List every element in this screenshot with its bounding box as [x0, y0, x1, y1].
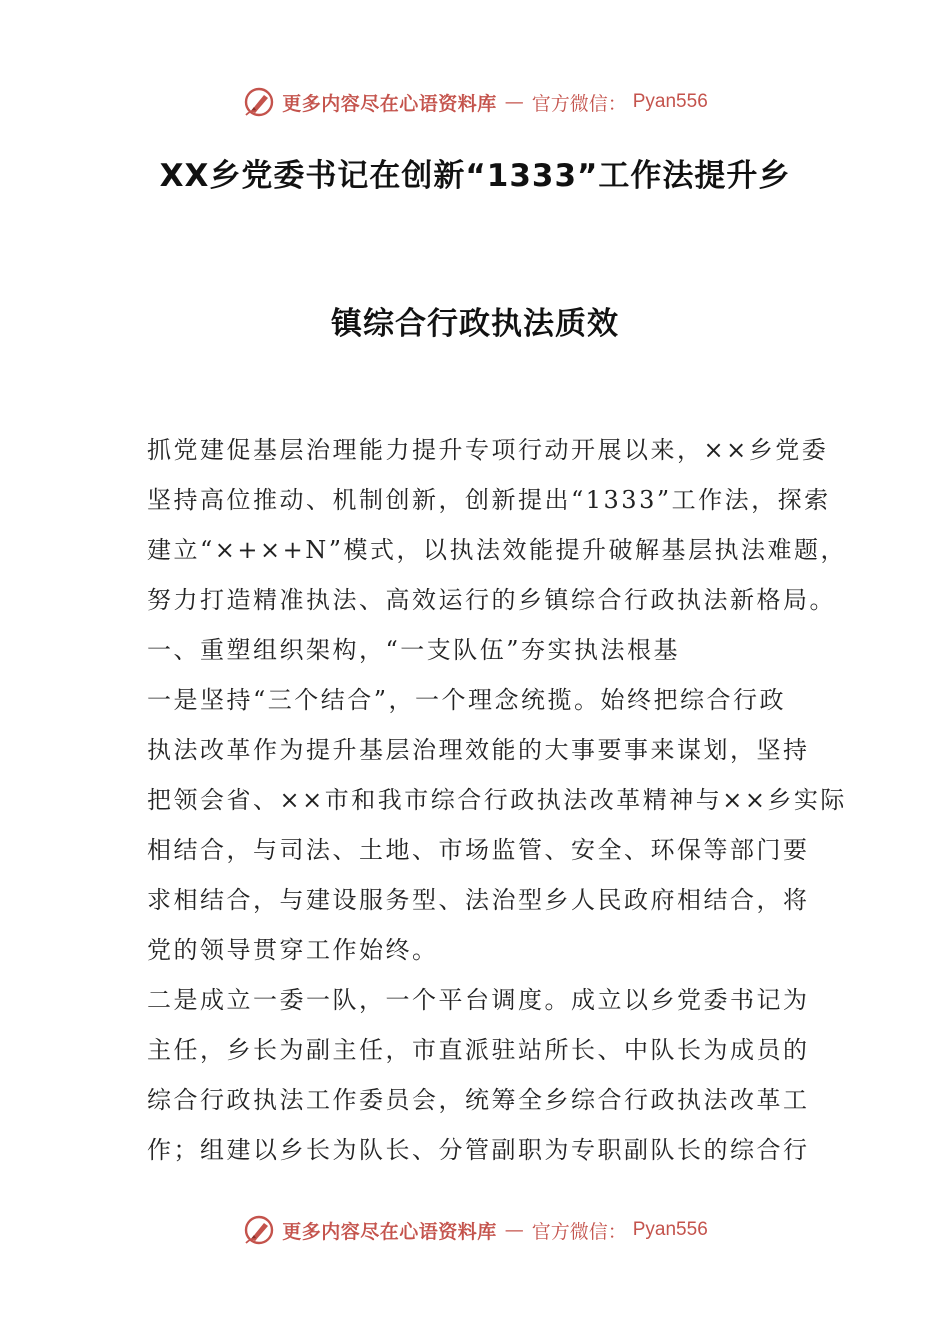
watermark-content: [242, 1213, 708, 1247]
watermark-text: 更多内容尽在心语资料库: [282, 92, 497, 115]
body-line: 综合行政执法工作委员会，统筹全乡综合行政执法改革工: [147, 1086, 810, 1114]
document-title-line-2: 镇综合行政执法质效: [331, 306, 619, 342]
watermark-content: [242, 85, 708, 119]
watermark-id: Pyan556: [632, 1219, 708, 1240]
body-line: 求相结合，与建设服务型、法治型乡人民政府相结合，将: [147, 886, 810, 914]
body-line: 一是坚持“三个结合”，一个理念统揽。始终把综合行政: [147, 686, 787, 714]
body-line: 建立“×+×+N”模式，以执法效能提升破解基层执法难题，: [147, 536, 847, 564]
section-heading: 一、重塑组织架构，“一支队伍”夯实执法根基: [147, 636, 681, 664]
watermark-separator: —: [504, 1219, 524, 1241]
document-body: [147, 425, 847, 1175]
document-title-line-1: XX乡党委书记在创新“1333”工作法提升乡: [159, 158, 791, 194]
watermark-footer: [0, 1210, 950, 1250]
watermark-label: 官方微信：: [531, 92, 627, 115]
watermark-label: 官方微信：: [531, 1220, 627, 1243]
pen-nib-circle-logo-icon: [242, 1213, 276, 1247]
watermark-text: 更多内容尽在心语资料库: [282, 1220, 497, 1243]
body-line: 主任，乡长为副主任，市直派驻站所长、中队长为成员的: [147, 1036, 810, 1064]
watermark-header: [0, 82, 950, 122]
body-line: 作；组建以乡长为队长、分管副职为专职副队长的综合行: [147, 1136, 810, 1164]
body-line: 抓党建促基层治理能力提升专项行动开展以来，××乡党委: [147, 436, 829, 464]
body-line: 坚持高位推动、机制创新，创新提出“1333”工作法，探索: [147, 486, 831, 514]
pen-nib-circle-logo-icon: [242, 85, 276, 119]
body-line: 二是成立一委一队，一个平台调度。成立以乡党委书记为: [147, 986, 810, 1014]
body-line: 执法改革作为提升基层治理效能的大事要事来谋划，坚持: [147, 736, 810, 764]
body-line: 努力打造精准执法、高效运行的乡镇综合行政执法新格局。: [147, 586, 836, 614]
body-line: 党的领导贯穿工作始终。: [147, 936, 439, 964]
body-line: 相结合，与司法、土地、市场监管、安全、环保等部门要: [147, 836, 810, 864]
watermark-id: Pyan556: [632, 91, 708, 112]
body-line: 把领会省、××市和我市综合行政执法改革精神与××乡实际: [147, 786, 847, 814]
watermark-separator: —: [504, 91, 524, 113]
